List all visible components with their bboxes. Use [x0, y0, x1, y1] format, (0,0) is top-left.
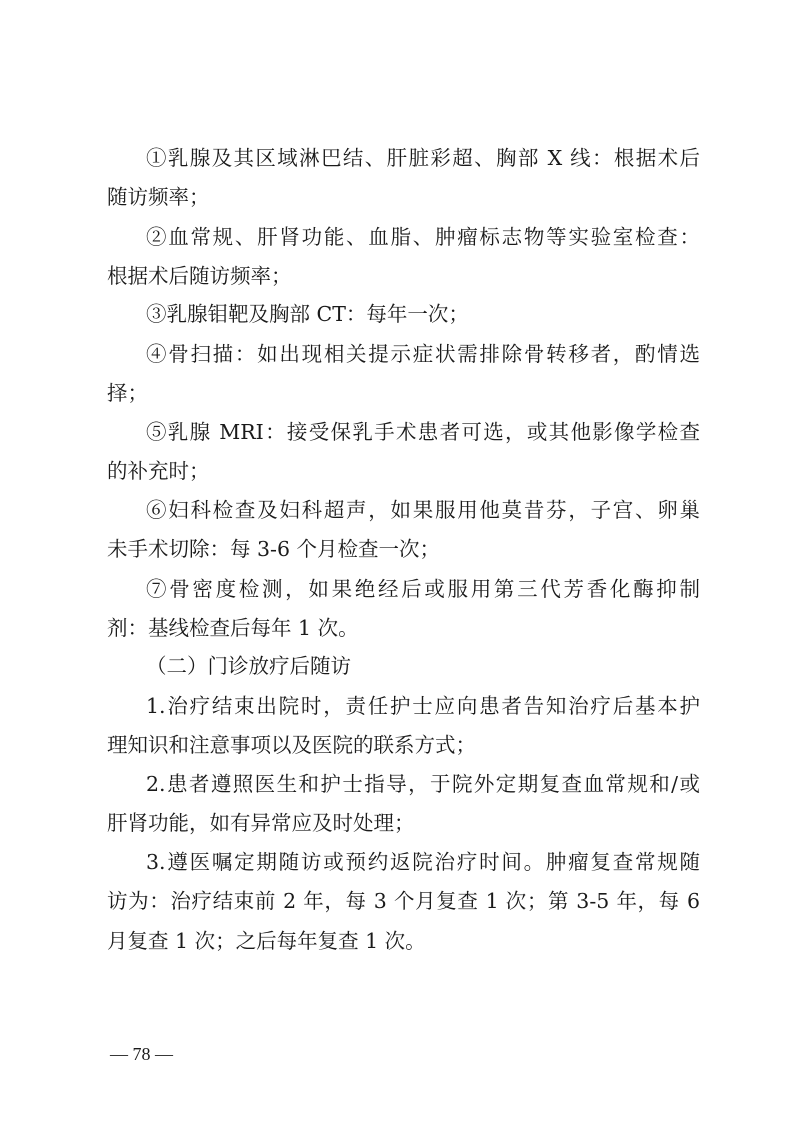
item-3-line-2: 访为：治疗结束前 2 年，每 3 个月复查 1 次；第 3-5 年，每 6 — [107, 889, 700, 913]
paragraph-7-line-2: 剂：基线检查后每年 1 次。 — [107, 616, 359, 640]
item-3-line-1: 3.遵医嘱定期随访或预约返院治疗时间。肿瘤复查常规随 — [146, 850, 700, 874]
item-1-line-2: 理知识和注意事项以及医院的联系方式； — [107, 733, 476, 757]
paragraph-6-line-2: 未手术切除：每 3-6 个月检查一次； — [107, 537, 441, 561]
paragraph-4-line-2: 择； — [107, 381, 148, 405]
paragraph-2-line-2: 根据术后随访频率； — [107, 264, 292, 288]
item-2-line-2: 肝肾功能，如有异常应及时处理； — [107, 811, 415, 835]
paragraph-3: ③乳腺钼靶及胸部 CT：每年一次； — [146, 302, 469, 326]
paragraph-2-line-1: ②血常规、肝肾功能、血脂、肿瘤标志物等实验室检查： — [146, 225, 700, 249]
paragraph-7-line-1: ⑦骨密度检测，如果绝经后或服用第三代芳香化酶抑制 — [146, 577, 700, 601]
paragraph-1-line-2: 随访频率； — [107, 185, 210, 209]
section-heading: （二）门诊放疗后随访 — [146, 654, 351, 678]
paragraph-6-line-1: ⑥妇科检查及妇科超声，如果服用他莫昔芬，子宫、卵巢 — [146, 498, 700, 522]
paragraph-5-line-1: ⑤乳腺 MRI：接受保乳手术患者可选，或其他影像学检查 — [146, 420, 700, 444]
paragraph-4-line-1: ④骨扫描：如出现相关提示症状需排除骨转移者，酌情选 — [146, 342, 700, 366]
item-1-line-1: 1.治疗结束出院时，责任护士应向患者告知治疗后基本护 — [146, 694, 700, 718]
paragraph-1-line-1: ①乳腺及其区域淋巴结、肝脏彩超、胸部 X 线：根据术后 — [146, 146, 700, 170]
item-3-line-3: 月复查 1 次；之后每年复查 1 次。 — [107, 929, 426, 953]
paragraph-5-line-2: 的补充时； — [107, 459, 210, 483]
page-number: — 78 — — [110, 1044, 173, 1064]
item-2-line-1: 2.患者遵照医生和护士指导，于院外定期复查血常规和/或 — [146, 772, 700, 796]
